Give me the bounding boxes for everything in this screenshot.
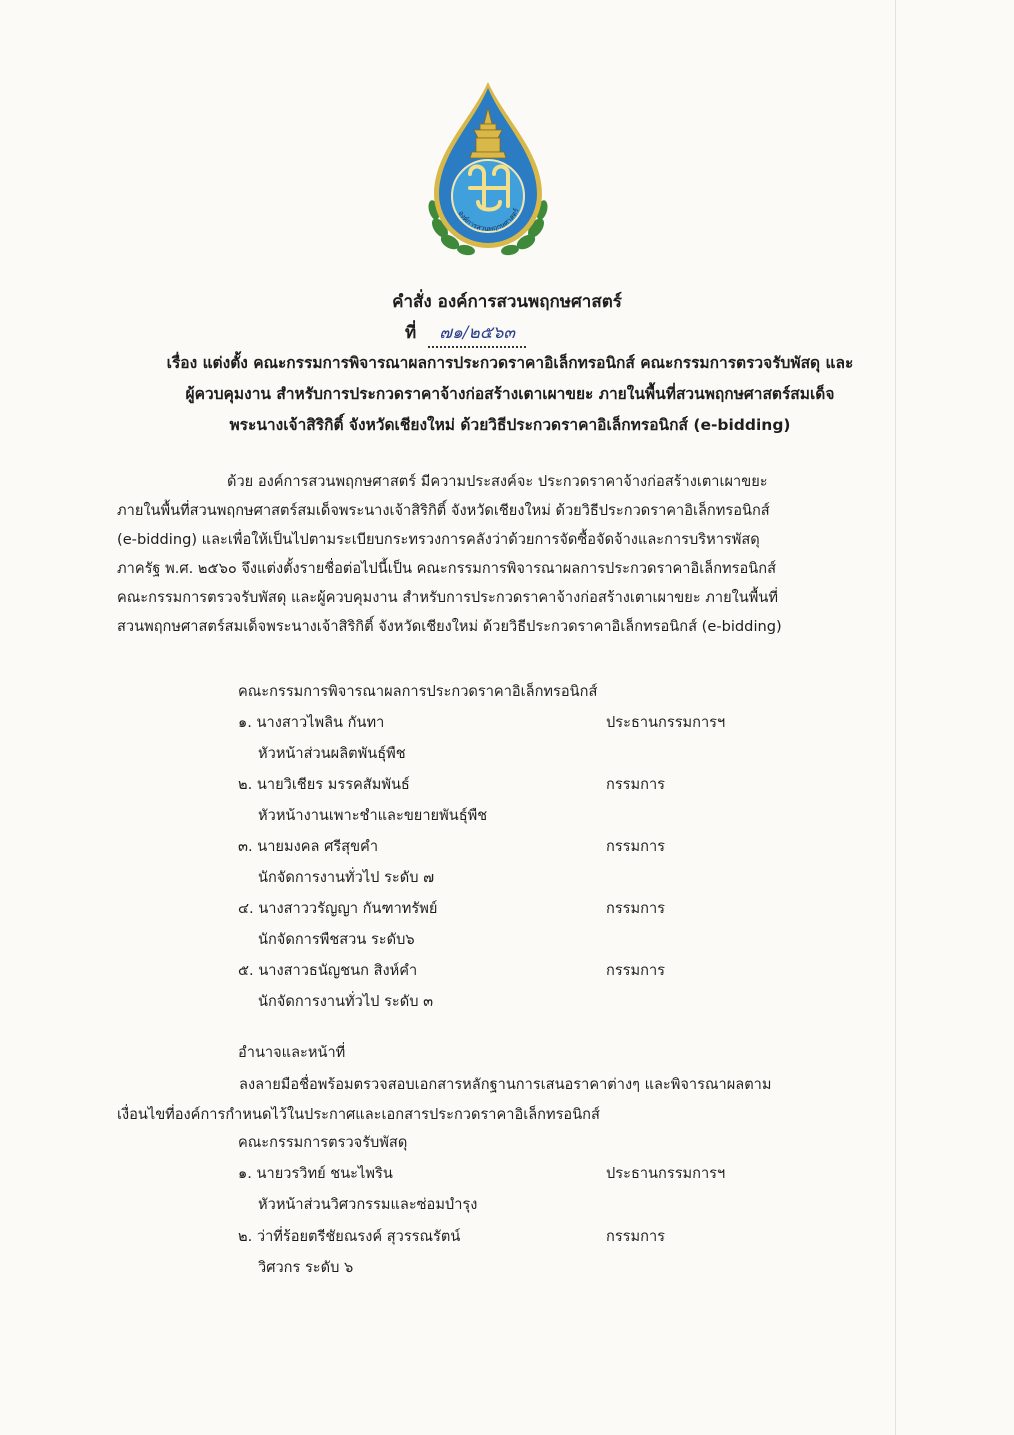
body-line: ภายในพื้นที่สวนพฤกษศาสตร์สมเด็จพระนางเจ้าสิริกิติ์ จังหวัดเชียงใหม่ ด้วยวิธีประกวดราคาอิเล็กทรอนิกส์ (117, 502, 770, 519)
committee2-heading: คณะกรรมการตรวจรับพัสดุ (238, 1134, 408, 1151)
member-role: กรรมการ (606, 838, 666, 855)
member-name: ๔. นางสาววรัญญา กันฑาทรัพย์ (238, 900, 438, 917)
duties-line: เงื่อนไขที่องค์การกำหนดไว้ในประกาศและเอกสารประกวดราคาอิเล็กทรอนิกส์ (117, 1106, 600, 1123)
duties-heading: อำนาจและหน้าที่ (238, 1044, 346, 1061)
member-role: กรรมการ (606, 1228, 666, 1245)
subject-line: เรื่อง แต่งตั้ง คณะกรรมการพิจารณาผลการประกวดราคาอิเล็กทรอนิกส์ คณะกรรมการตรวจรับพัสดุ และ (166, 354, 854, 372)
duties-paragraph (117, 1070, 887, 1130)
body-line: ภาครัฐ พ.ศ. ๒๕๖๐ จึงแต่งตั้งรายชื่อต่อไปนี้เป็น คณะกรรมการพิจารณาผลการประกวดราคาอิเล็กทรอนิกส์ (117, 560, 776, 577)
body-line: ด้วย องค์การสวนพฤกษศาสตร์ มีความประสงค์จะ ประกวดราคาจ้างก่อสร้างเตาเผาขยะ (227, 473, 768, 490)
member-role: กรรมการ (606, 900, 666, 917)
member-role: กรรมการ (606, 776, 666, 793)
member-name: ๒. ว่าที่ร้อยตรีชัยณรงค์ สุวรรณรัตน์ (238, 1228, 461, 1245)
body-line: คณะกรรมการตรวจรับพัสดุ และผู้ควบคุมงาน สำหรับการประกวดราคาจ้างก่อสร้างเตาเผาขยะ ภายในพื้นที่ (117, 589, 778, 606)
body-paragraph (117, 467, 887, 641)
subject-line: พระนางเจ้าสิริกิติ์ จังหวัดเชียงใหม่ ด้วยวิธีประกวดราคาอิเล็กทรอนิกส์ (e-bidding) (229, 416, 791, 434)
member-title: หัวหน้าส่วนผลิตพันธุ์พืช (258, 745, 406, 762)
body-line: (e-bidding) และเพื่อให้เป็นไปตามระเบียบกระทรวงการคลังว่าด้วยการจัดซื้อจัดจ้างและการบริหารพัสดุ (117, 531, 760, 548)
member-name: ๑. นายวรวิทย์ ชนะไพริน (238, 1165, 393, 1182)
emblem-graphic (418, 78, 558, 260)
emblem-ring-text: องค์การสวนพฤกษศาสตร์ (456, 207, 521, 234)
duties-line: ลงลายมือชื่อพร้อมตรวจสอบเอกสารหลักฐานการเสนอราคาต่างๆ และพิจารณาผลตาม (239, 1076, 772, 1093)
body-line: สวนพฤกษศาสตร์สมเด็จพระนางเจ้าสิริกิติ์ จังหวัดเชียงใหม่ ด้วยวิธีประกวดราคาอิเล็กทรอนิกส์ (e-bidding) (117, 618, 782, 635)
subject-line: ผู้ควบคุมงาน สำหรับการประกวดราคาจ้างก่อสร้างเตาเผาขยะ ภายในพื้นที่สวนพฤกษศาสตร์สมเด็จ (185, 385, 835, 403)
member-title: หัวหน้าส่วนวิศวกรรมและซ่อมบำรุง (258, 1196, 478, 1213)
member-name: ๓. นายมงคล ศรีสุขคำ (238, 838, 379, 855)
member-name: ๒. นายวิเชียร มรรคสัมพันธ์ (238, 776, 410, 793)
order-title: คำสั่ง องค์การสวนพฤกษศาสตร์ (392, 292, 622, 312)
member-role: กรรมการ (606, 962, 666, 979)
member-name: ๕. นางสาวธนัญชนก สิงห์คำ (238, 962, 418, 979)
member-role: ประธานกรรมการฯ (606, 1165, 726, 1182)
page-edge-divider (895, 0, 896, 1435)
order-number-value: ๗๑/๒๕๖๓ (428, 319, 526, 348)
member-role: ประธานกรรมการฯ (606, 714, 726, 731)
order-number (405, 319, 526, 348)
botanical-garden-emblem-icon (418, 78, 558, 260)
subject-block (140, 348, 880, 441)
order-number-label: ที่ (405, 323, 417, 343)
member-title: หัวหน้างานเพาะชำและขยายพันธุ์พืช (258, 807, 488, 824)
member-title: วิศวกร ระดับ ๖ (258, 1259, 354, 1276)
member-title: นักจัดการงานทั่วไป ระดับ ๓ (258, 993, 434, 1010)
committee1-heading: คณะกรรมการพิจารณาผลการประกวดราคาอิเล็กทรอนิกส์ (238, 683, 598, 700)
member-name: ๑. นางสาวไพลิน กันทา (238, 714, 385, 731)
member-title: นักจัดการพืชสวน ระดับ๖ (258, 931, 415, 948)
member-title: นักจัดการงานทั่วไป ระดับ ๗ (258, 869, 435, 886)
